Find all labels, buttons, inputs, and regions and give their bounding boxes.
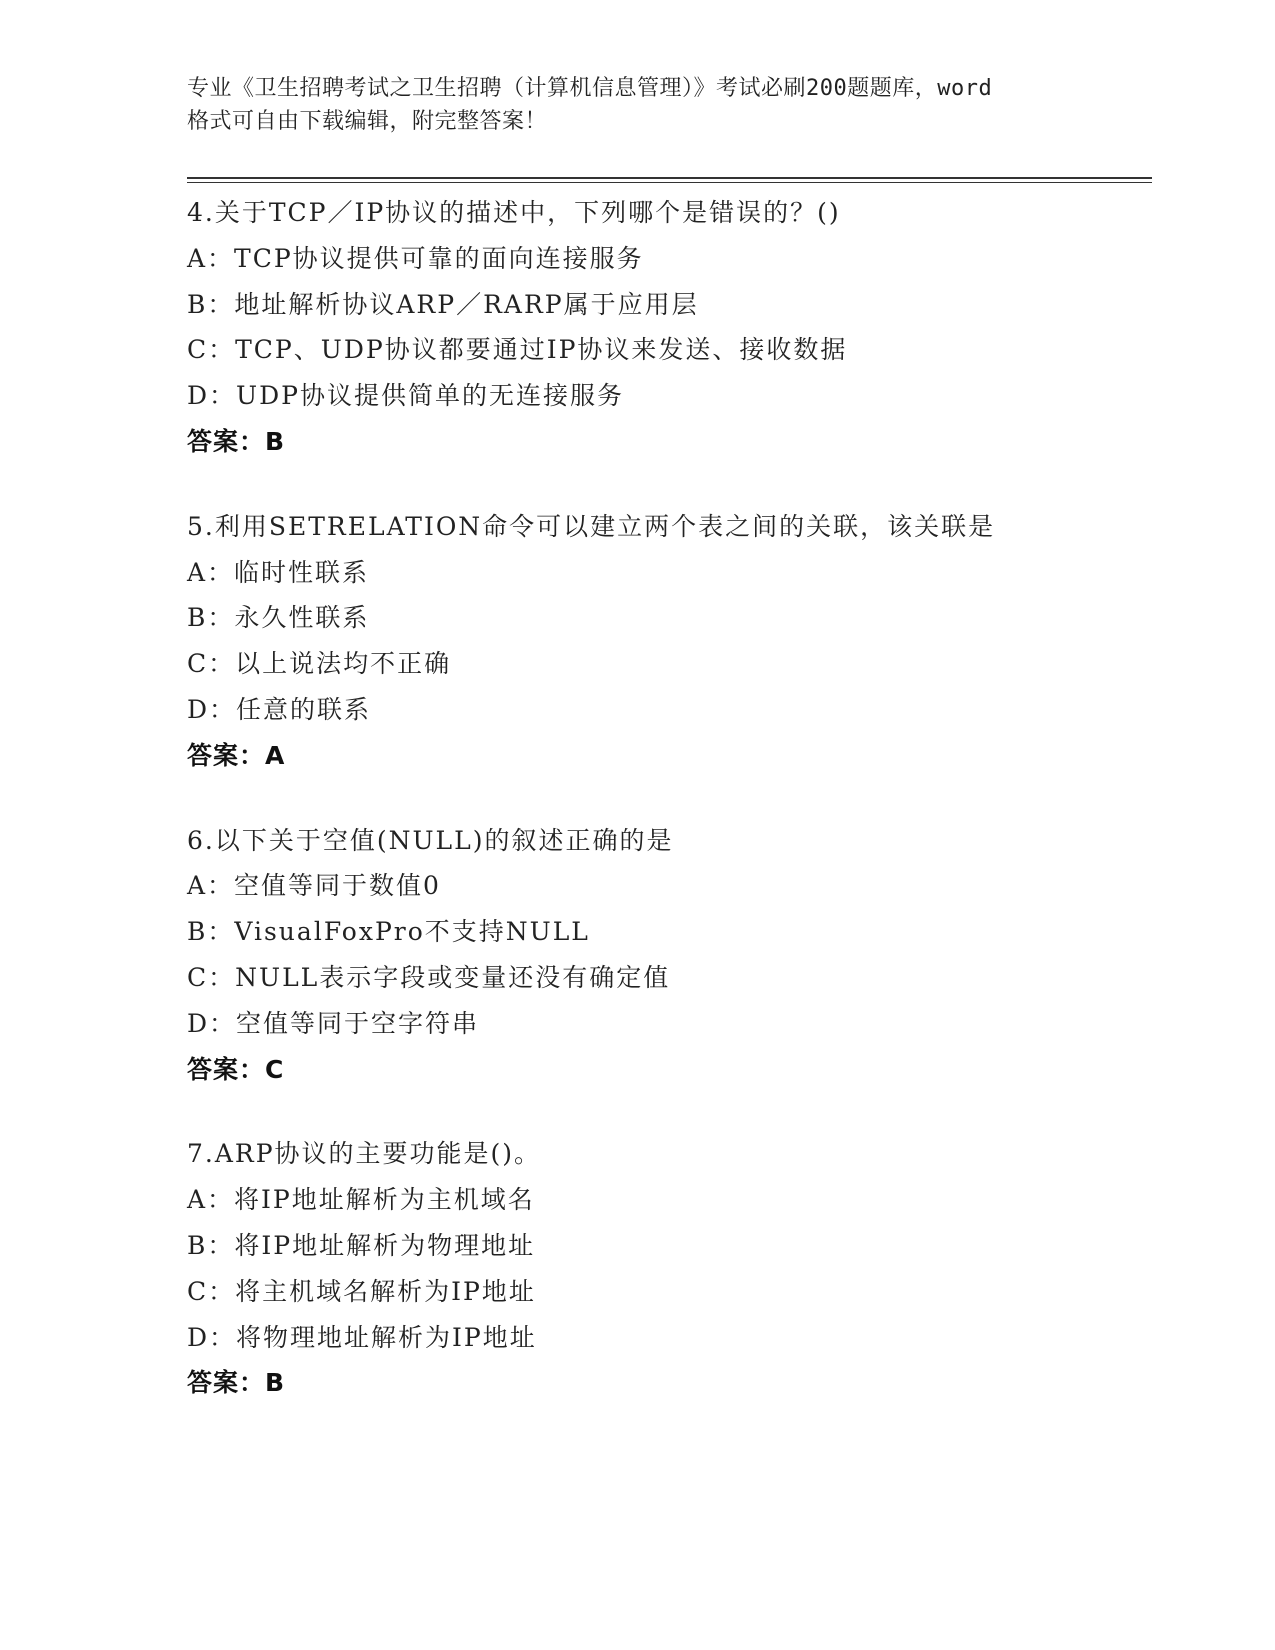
option-b: B：将IP地址解析为物理地址 [187,1230,536,1260]
header-line-2: 格式可自由下载编辑，附完整答案！ [187,109,548,134]
answer-text: 答案：A [187,740,286,770]
option-a: A：空值等同于数值0 [187,871,441,901]
question-5 [187,504,1147,779]
header-divider-thick [187,177,1152,179]
question-6 [187,818,1147,1093]
option-d: D：空值等同于空字符串 [187,1008,480,1038]
answer-text: 答案：B [187,1368,286,1398]
answer-text: 答案：B [187,426,286,456]
option-d: D：将物理地址解析为IP地址 [187,1322,537,1352]
option-a: A：TCP协议提供可靠的面向连接服务 [187,243,644,273]
option-b: B：永久性联系 [187,603,370,633]
question-list [187,190,1147,1445]
option-a: A：临时性联系 [187,557,370,587]
option-a: A：将IP地址解析为主机域名 [187,1185,535,1215]
option-c: C：TCP、UDP协议都要通过IP协议来发送、接收数据 [187,335,848,365]
option-c: C：NULL表示字段或变量还没有确定值 [187,962,671,992]
option-d: D：任意的联系 [187,694,372,724]
question-stem: 4.关于TCP／IP协议的描述中，下列哪个是错误的？() [187,198,841,227]
header-line-1: 专业《卫生招聘考试之卫生招聘（计算机信息管理）》考试必刷200题题库，word [187,76,993,101]
question-stem: 5.利用SETRELATION命令可以建立两个表之间的关联，该关联是 [187,511,996,541]
question-4 [187,190,1147,465]
option-c: C：将主机域名解析为IP地址 [187,1276,536,1306]
answer-text: 答案：C [187,1054,285,1084]
document-header [187,72,1107,138]
option-c: C：以上说法均不正确 [187,649,452,679]
option-b: B：地址解析协议ARP／RARP属于应用层 [187,289,699,319]
header-divider-thin [187,182,1152,183]
question-stem: 6.以下关于空值(NULL)的叙述正确的是 [187,825,674,855]
question-stem: 7.ARP协议的主要功能是()。 [187,1139,542,1169]
question-7 [187,1131,1147,1406]
option-b: B：VisualFoxPro不支持NULL [187,917,590,947]
option-d: D：UDP协议提供简单的无连接服务 [187,381,624,411]
